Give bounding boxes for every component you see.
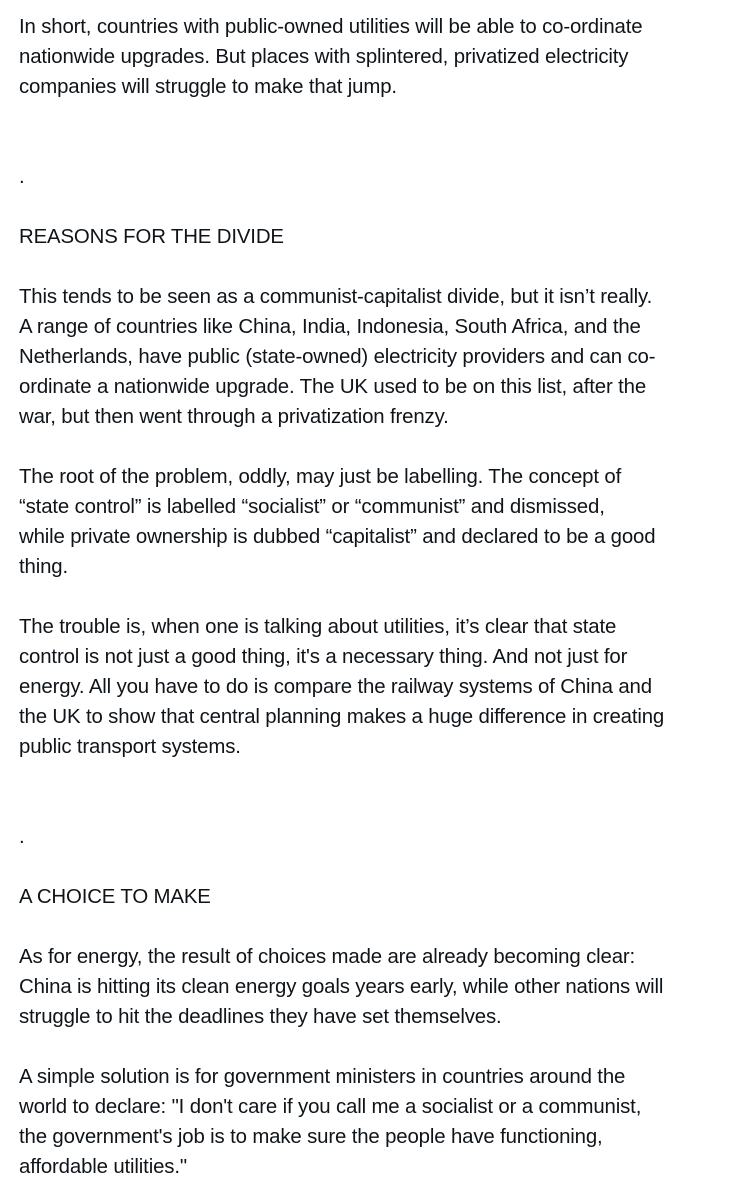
section-heading-reasons: REASONS FOR THE DIVIDE: [19, 226, 284, 248]
paragraph-gap: [19, 252, 739, 282]
paragraph-labelling: The root of the problem, oddly, may just be labelling. The concept of “state control” is labelled “socialist” or “communist” and dismissed, while private ownership is dubbed “capitalist” and declared to be a good thing.: [19, 466, 656, 578]
paragraph-gap: [19, 132, 739, 162]
paragraph-gap: [19, 582, 739, 612]
section-separator: .: [19, 166, 25, 188]
paragraph-gap: [19, 1032, 739, 1062]
paragraph-gap: [19, 102, 739, 132]
paragraph-gap: [19, 432, 739, 462]
paragraph-energy-results: As for energy, the result of choices made are already becoming clear: China is hitting its clean energy goals years early, while other nations will struggle to hit the deadlines they have set themselves.: [19, 946, 664, 1028]
paragraph-state-control: The trouble is, when one is talking about utilities, it’s clear that state control is not just a good thing, it's a necessary thing. And not just for energy. All you have to do is compare the railway systems of China and the UK to show that central planning makes a huge difference in creating public transport systems.: [19, 616, 665, 758]
paragraph-gap: [19, 792, 739, 822]
article-body: [19, 12, 739, 1182]
paragraph-gap: [19, 852, 739, 882]
section-separator: .: [19, 826, 25, 848]
paragraph-gap: [19, 192, 739, 222]
paragraph-public-utilities: In short, countries with public-owned utilities will be able to co-ordinate nationwide upgrades. But places with splintered, privatized electricity companies will struggle to make that jump.: [19, 16, 643, 98]
paragraph-divide: This tends to be seen as a communist-capitalist divide, but it isn’t really. A range of countries like China, India, Indonesia, South Africa, and the Netherlands, have public (state-owned) electricity providers and can co- ordinate a nationwide upgrade. The UK used to be on this list, after the war, but then went through a privatization frenzy.: [19, 286, 656, 428]
paragraph-gap: [19, 762, 739, 792]
paragraph-gap: [19, 912, 739, 942]
section-heading-choice: A CHOICE TO MAKE: [19, 886, 211, 908]
paragraph-simple-solution: A simple solution is for government ministers in countries around the world to declare: "I don't care if you call me a socialist or a communist, the government's job is to make sure the people have functioning, affordable utilities.": [19, 1066, 642, 1178]
